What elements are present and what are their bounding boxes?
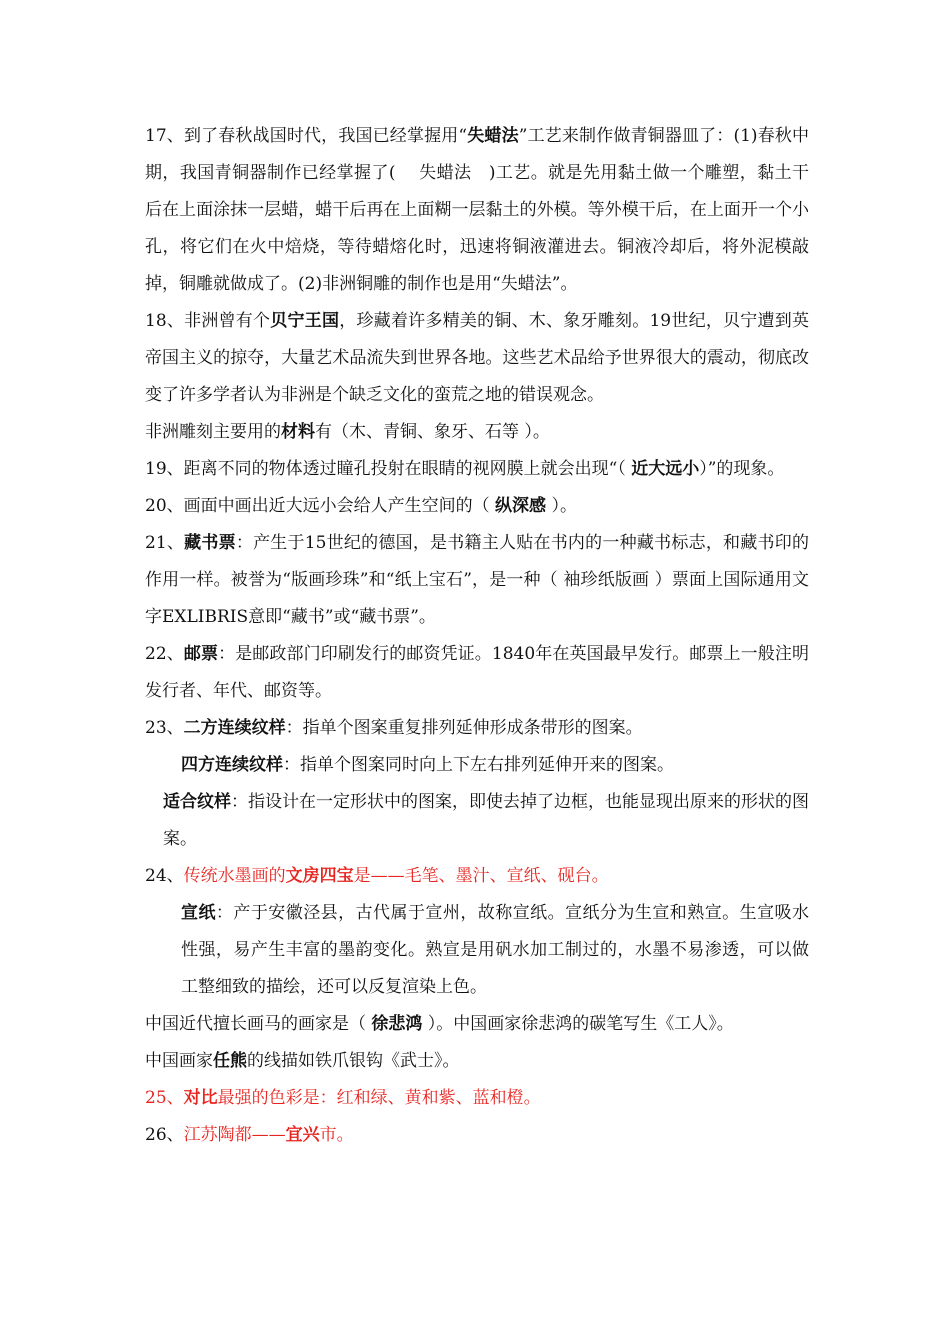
term-xu-beihong: 徐悲鸿: [371, 1014, 423, 1034]
term-xuan-paper: 宣纸: [181, 903, 216, 923]
term-benin: 贝宁王国: [270, 311, 340, 331]
term-ren-xiong: 任熊: [213, 1051, 247, 1071]
term-yixing: 宜兴: [285, 1125, 320, 1145]
term-lost-wax: 失蜡法: [467, 126, 519, 146]
term-materials: 材料: [281, 422, 315, 442]
term-four-way-pattern: 四方连续纹样: [181, 755, 283, 775]
item-24-xu-beihong: 中国近代擅长画马的画家是（ 徐悲鸿 ）。中国画家徐悲鸿的碳笔写生《工人》。: [145, 1014, 734, 1034]
term-four-treasures: 文房四宝: [285, 866, 354, 886]
item-20: 20、画面中画出近大远小会给人产生空间的（ 纵深感 ）。: [145, 496, 577, 516]
term-perspective: 近大远小: [631, 459, 700, 479]
term-depth: 纵深感: [495, 496, 547, 516]
item-17: 17、到了春秋战国时代，我国已经掌握用“失蜡法”工艺来制作做青铜器皿了：(1)春秋中期，我国青铜器制作已经掌握了( 失蜡法 )工艺。就是先用黏土做一个雕塑，黏土干后在上面涂抹一层蜡，蜡干后再在上面糊一层黏土的外模。等外模干后，在上面开一个小孔，将它们在火中焙烧，等待蜡熔化时，迅速将铜液灌进去。铜液冷却后，将外泥模敲掉，铜雕就做成了。(2)非洲铜雕的制作也是用“失蜡法”。: [145, 126, 810, 294]
item-21: 21、藏书票：产生于15世纪的德国，是书籍主人贴在书内的一种藏书标志，和藏书印的作用一样。被誉为“版画珍珠”和“纸上宝石”，是一种（ 袖珍纸版画 ）票面上国际通用文字EXLIBRIS意即“藏书”或“藏书票”。: [145, 533, 809, 627]
item-24-xuan-paper: 宣纸：产于安徽泾县，古代属于宣州，故称宣纸。宣纸分为生宣和熟宣。生宣吸水性强，易产生丰富的墨韵变化。熟宣是用矾水加工制过的，水墨不易渗透，可以做工整细致的描绘，还可以反复渲染上色。: [181, 903, 810, 997]
item-18-materials: 非洲雕刻主要用的材料有（木、青铜、象牙、石等 ）。: [145, 422, 550, 442]
item-26: 26、江苏陶都——宜兴市。: [145, 1125, 354, 1145]
item-18: 18、非洲曾有个贝宁王国，珍藏着许多精美的铜、木、象牙雕刻。19世纪，贝宁遭到英帝国主义的掠夺，大量艺术品流失到世界各地。这些艺术品给予世界很大的震动，彻底改变了许多学者认为非洲是个缺乏文化的蛮荒之地的错误观念。: [145, 311, 809, 405]
term-contrast: 对比: [183, 1088, 218, 1108]
document-page: [145, 118, 809, 1154]
item-24: 24、传统水墨画的文房四宝是——毛笔、墨汁、宣纸、砚台。: [145, 866, 609, 886]
item-19: 19、距离不同的物体透过瞳孔投射在眼睛的视网膜上就会出现“（ 近大远小）”的现象。: [145, 459, 785, 479]
term-stamp: 邮票: [183, 644, 219, 664]
item-22: 22、邮票：是邮政部门印刷发行的邮资凭证。1840年在英国最早发行。邮票上一般注明发行者、年代、邮资等。: [145, 644, 809, 701]
item-23: 23、二方连续纹样：指单个图案重复排列延伸形成条带形的图案。: [145, 718, 643, 738]
item-23-fit: 适合纹样：指设计在一定形状中的图案，即使去掉了边框，也能显现出原来的形状的图案。: [163, 792, 809, 849]
term-bookplate: 藏书票: [184, 533, 236, 553]
item-24-ren-xiong: 中国画家任熊的线描如铁爪银钩《武士》。: [145, 1051, 460, 1071]
term-two-way-pattern: 二方连续纹样: [183, 718, 286, 738]
item-25: 25、对比最强的色彩是：红和绿、黄和紫、蓝和橙。: [145, 1088, 541, 1108]
term-fit-pattern: 适合纹样: [163, 792, 231, 812]
item-23-four-way: 四方连续纹样：指单个图案同时向上下左右排列延伸开来的图案。: [181, 755, 674, 775]
